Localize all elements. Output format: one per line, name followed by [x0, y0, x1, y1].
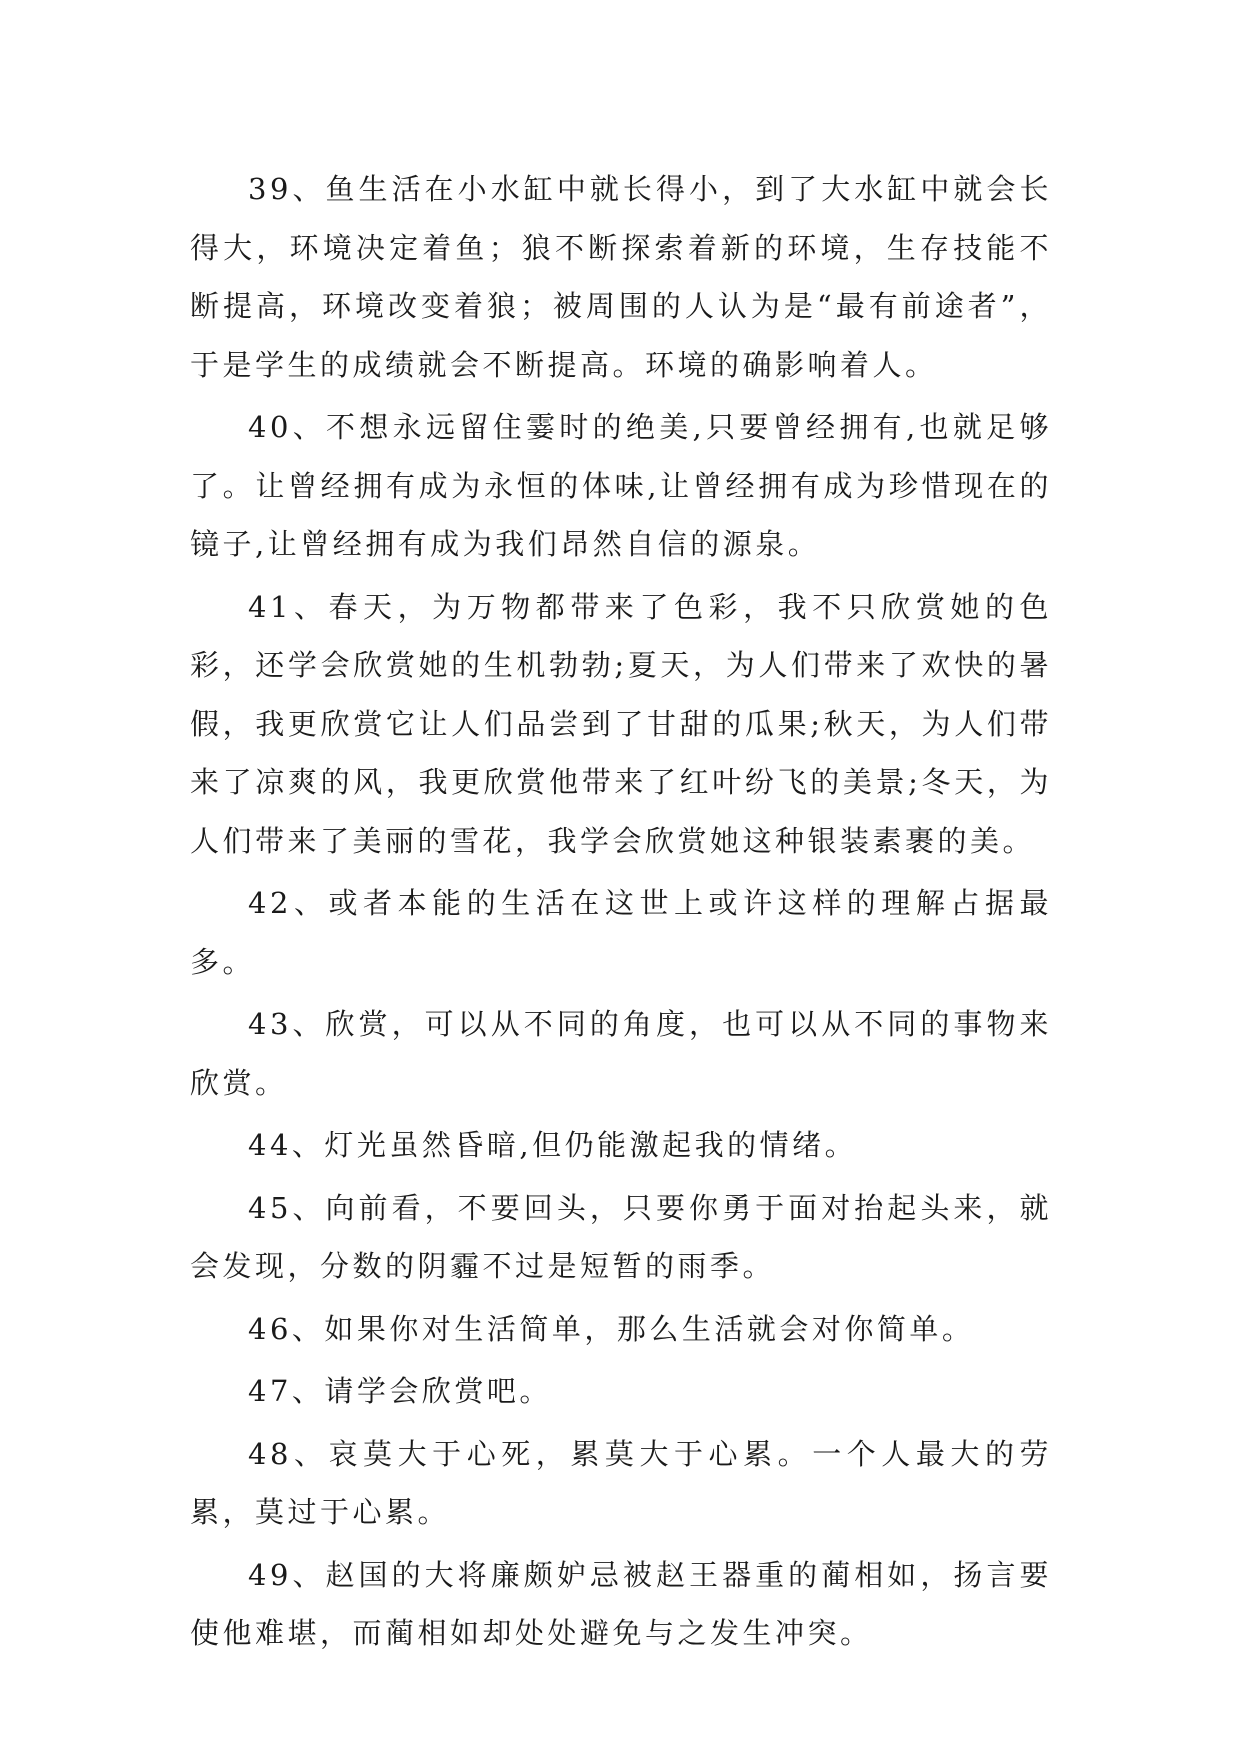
paragraph-44: 44、灯光虽然昏暗,但仍能激起我的情绪。 — [248, 1128, 858, 1162]
paragraph-47: 47、请学会欣赏吧。 — [248, 1374, 552, 1408]
paragraph-42: 42、或者本能的生活在这世上或许这样的理解占据最多。 — [190, 886, 1052, 979]
document-body — [190, 160, 1052, 1667]
paragraph-49: 49、赵国的大将廉颇妒忌被赵王器重的蔺相如，扬言要使他难堪，而蔺相如却处处避免与之发生冲突。 — [190, 1557, 1052, 1650]
paragraph-48: 48、哀莫大于心死，累莫大于心累。一个人最大的劳累，莫过于心累。 — [190, 1436, 1052, 1529]
paragraph-46: 46、如果你对生活简单，那么生活就会对你简单。 — [248, 1311, 975, 1346]
paragraph-39: 39、鱼生活在小水缸中就长得小，到了大水缸中就会长得大，环境决定着鱼；狼不断探索着新的环境，生存技能不断提高，环境改变着狼；被周围的人认为是“最有前途者”，于是学生的成绩就会不断提高。环境的确影响着人。 — [190, 172, 1052, 382]
paragraph-40: 40、不想永远留住霎时的绝美,只要曾经拥有,也就足够了。让曾经拥有成为永恒的体味,让曾经拥有成为珍惜现在的镜子,让曾经拥有成为我们昂然自信的源泉。 — [190, 410, 1052, 561]
paragraph-43: 43、欣赏，可以从不同的角度，也可以从不同的事物来欣赏。 — [190, 1007, 1052, 1100]
paragraph-41: 41、春天，为万物都带来了色彩，我不只欣赏她的色彩，还学会欣赏她的生机勃勃;夏天，为人们带来了欢快的暑假，我更欣赏它让人们品尝到了甘甜的瓜果;秋天，为人们带来了凉爽的风，我更欣赏他带来了红叶纷飞的美景;冬天，为人们带来了美丽的雪花，我学会欣赏她这种银装素裹的美。 — [190, 589, 1052, 858]
paragraph-45: 45、向前看，不要回头，只要你勇于面对抬起头来，就会发现，分数的阴霾不过是短暂的雨季。 — [190, 1190, 1052, 1283]
